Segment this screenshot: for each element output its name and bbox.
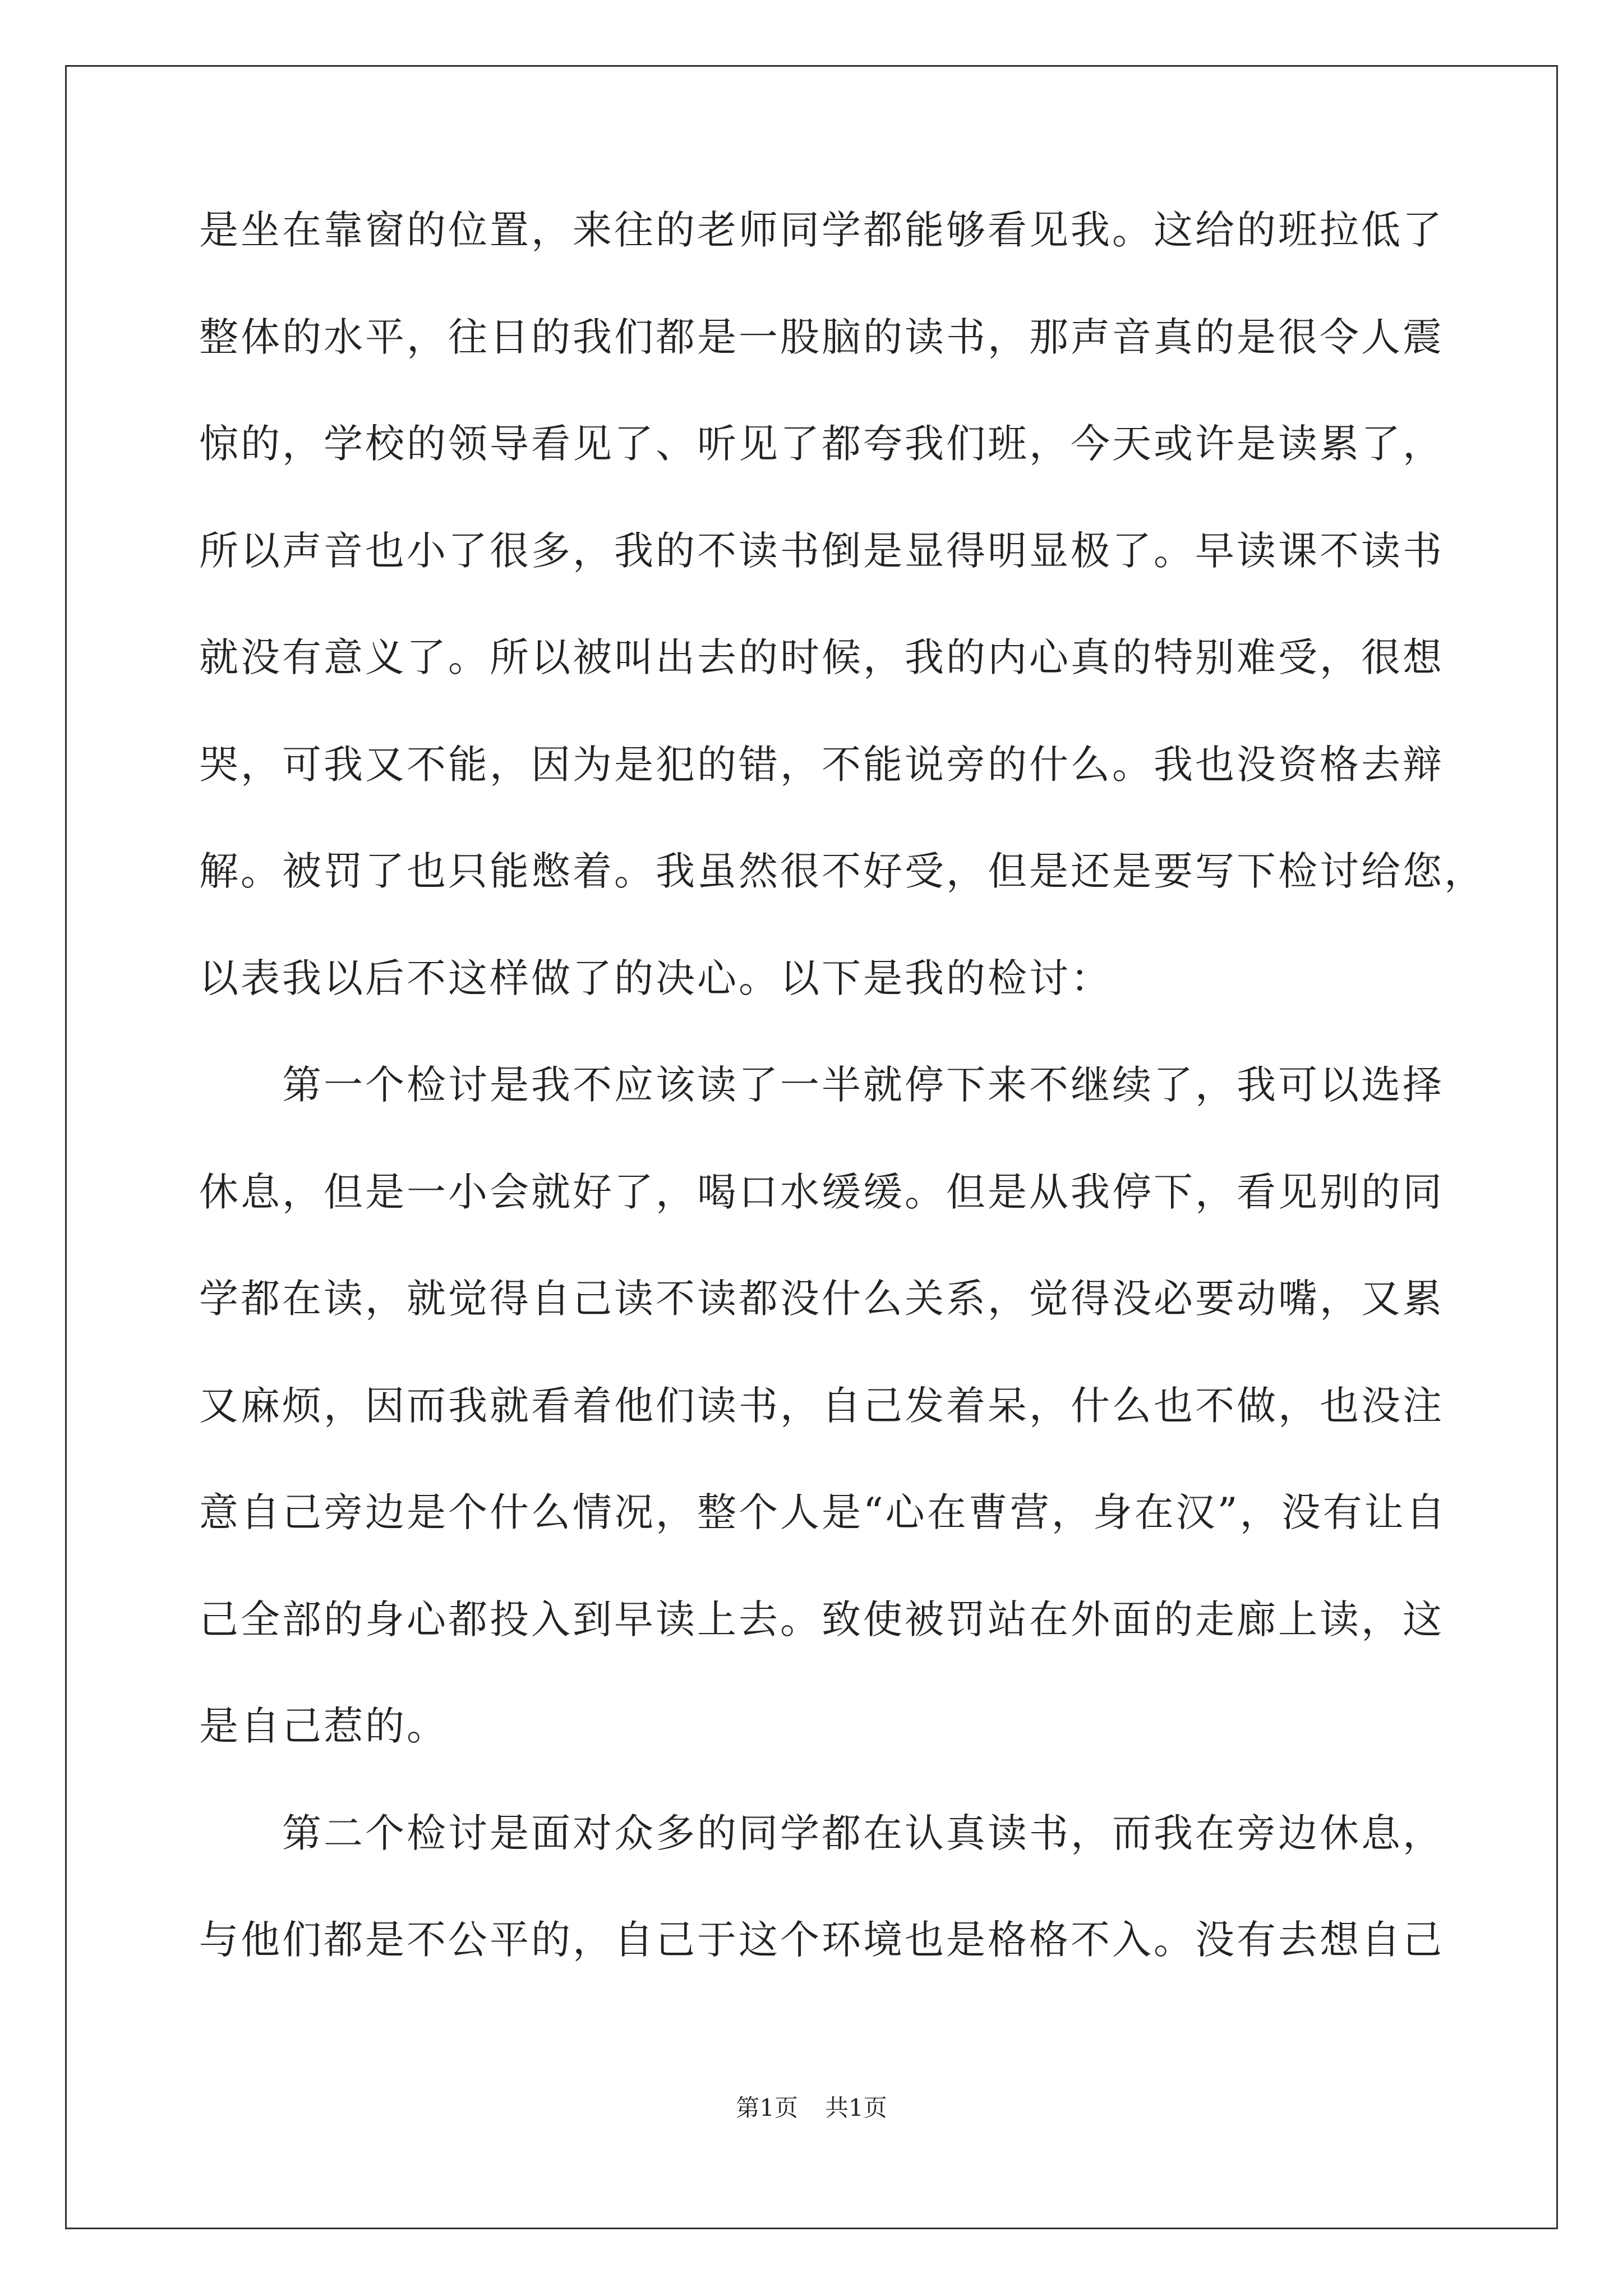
text-line-3: 惊的，学校的领导看见了、听见了都夸我们班，今天或许是读累了， <box>199 421 1444 467</box>
text-line-9: 第一个检讨是我不应该读了一半就停下来不继续了，我可以选择 <box>282 1062 1444 1108</box>
text-line-2: 整体的水平，往日的我们都是一股脑的读书，那声音真的是很令人震 <box>199 314 1444 360</box>
text-line-15: 是自己惹的。 <box>199 1703 448 1749</box>
text-line-10: 休息，但是一小会就好了，喝口水缓缓。但是从我停下，看见别的同 <box>199 1168 1444 1215</box>
text-line-12: 又麻烦，因而我就看着他们读书，自己发着呆，什么也不做，也没注 <box>199 1382 1444 1429</box>
text-line-8: 以表我以后不这样做了的决心。以下是我的检讨： <box>199 955 1112 1001</box>
text-line-11: 学都在读，就觉得自己读不读都没什么关系，觉得没必要动嘴，又累 <box>199 1276 1444 1322</box>
text-line-17: 与他们都是不公平的，自己于这个环境也是格格不入。没有去想自己 <box>199 1917 1444 1963</box>
text-line-13: 意自己旁边是个什么情况，整个人是“心在曹营，身在汉”，没有让自 <box>199 1489 1447 1535</box>
page-footer <box>0 2090 1623 2123</box>
page-number: 第1页 <box>736 2094 798 2122</box>
text-line-7: 解。被罚了也只能憋着。我虽然很不好受，但是还是要写下检讨给您， <box>199 848 1486 894</box>
text-line-1: 是坐在靠窗的位置，来往的老师同学都能够看见我。这给的班拉低了 <box>199 207 1444 253</box>
text-line-6: 哭，可我又不能，因为是犯的错，不能说旁的什么。我也没资格去辩 <box>199 741 1444 788</box>
text-line-16: 第二个检讨是面对众多的同学都在认真读书，而我在旁边休息， <box>282 1810 1444 1856</box>
text-line-4: 所以声音也小了很多，我的不读书倒是显得明显极了。早读课不读书 <box>199 527 1444 574</box>
text-line-5: 就没有意义了。所以被叫出去的时候，我的内心真的特别难受，很想 <box>199 634 1444 680</box>
text-line-14: 己全部的身心都投入到早读上去。致使被罚站在外面的走廊上读，这 <box>199 1596 1444 1642</box>
page-total: 共1页 <box>825 2094 887 2122</box>
document-body <box>199 202 1486 2019</box>
